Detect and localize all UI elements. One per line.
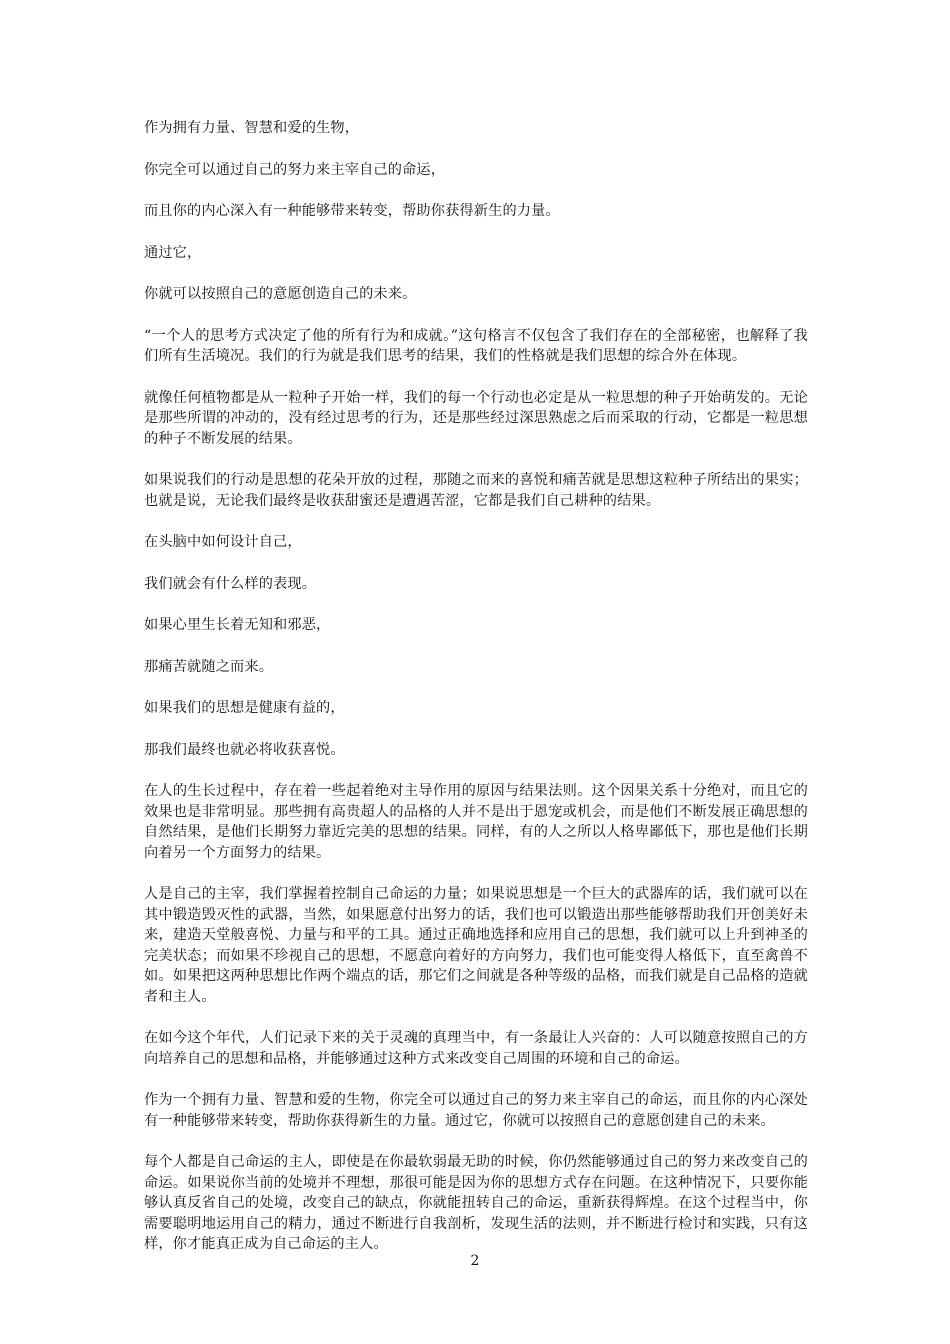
paragraph: 人是自己的主宰，我们掌握着控制自己命运的力量；如果说思想是一个巨大的武器库的话，我们就可以在其中锻造毁灭性的武器，当然，如果愿意付出努力的话，我们也可以锻造出那些能够帮助我们开创美好未来，建造天堂般喜悦、力量与和平的工具。通过正确地选择和应用自己的思想，我们就可以上升到神圣的完美状态；而如果不珍视自己的思想，不愿意向着好的方向努力，我们也可能变得人格低下，直至禽兽不如。如果把这两种思想比作两个端点的话，那它们之间就是各种等级的品格，而我们就是自己品格的造就者和主人。 [144, 886, 808, 1005]
paragraph: 就像任何植物都是从一粒种子开始一样，我们的每一个行动也必定是从一粒思想的种子开始萌发的。无论是那些所谓的冲动的，没有经过思考的行为，还是那些经过深思熟虑之后而采取的行动，它都是一粒思想的种子不断发展的结果。 [144, 389, 808, 447]
paragraph: 你就可以按照自己的意愿创造自己的未来。 [144, 286, 417, 302]
document-body [144, 118, 808, 1276]
paragraph: 那痛苦就随之而来。 [144, 658, 274, 675]
paragraph: 作为一个拥有力量、智慧和爱的生物，你完全可以通过自己的努力来主宰自己的命运，而且你的内心深处有一种能够带来转变，帮助你获得新生的力量。通过它，你就可以按照自己的意愿创建自己的未来。 [144, 1092, 808, 1129]
paragraph: 每个人都是自己命运的主人，即使是在你最软弱最无助的时候，你仍然能够通过自己的努力来改变自己的命运。如果说你当前的处境并不理想，那很可能是因为你的思想方式存在问题。在这种情况下，只要你能够认真反省自己的处境，改变自己的缺点，你就能扭转自己的命运，重新获得辉煌。在这个过程当中，你需要聪明地运用自己的精力，通过不断进行自我剖析，发现生活的法则，并不断进行检讨和实践，只有这样，你才能真正成为自己命运的主人。 [144, 1154, 808, 1252]
paragraph: 在如今这个年代，人们记录下来的关于灵魂的真理当中，有一条最让人兴奋的：人可以随意按照自己的方向培养自己的思想和品格，并能够通过这种方式来改变自己周围的环境和自己的命运。 [144, 1030, 808, 1067]
paragraph: 在人的生长过程中，存在着一些起着绝对主导作用的原因与结果法则。这个因果关系十分绝对，而且它的效果也是非常明显。那些拥有高贵超人的品格的人并不是出于恩宠或机会，而是他们不断发展正确思想的自然结果，是他们长期努力靠近完美的思想的结果。同样，有的人之所以人格卑鄙低下，那也是他们长期向着另一个方面努力的结果。 [144, 783, 808, 861]
paragraph: “一个人的思考方式决定了他的所有行为和成就。”这句格言不仅包含了我们存在的全部秘密，也解释了我们所有生活境况。我们的行为就是我们思考的结果，我们的性格就是我们思想的综合外在体现。 [144, 327, 808, 364]
paragraph: 在头脑中如何设计自己， [144, 534, 302, 550]
paragraph: 如果说我们的行动是思想的花朵开放的过程，那随之而来的喜悦和痛苦就是思想这粒种子所结出的果实；也就是说，无论我们最终是收获甜蜜还是遭遇苦涩，它都是我们自己耕种的结果。 [144, 472, 808, 509]
paragraph: 你完全可以通过自己的努力来主宰自己的命运， [144, 161, 446, 178]
paragraph: 通过它， [144, 244, 202, 261]
page-number: 2 [470, 1253, 480, 1269]
paragraph: 如果心里生长着无知和邪恶， [144, 617, 331, 633]
paragraph: 而且你的内心深入有一种能够带来转变，帮助你获得新生的力量。 [144, 203, 560, 219]
paragraph: 我们就会有什么样的表现。 [144, 575, 317, 592]
paragraph: 作为拥有力量、智慧和爱的生物， [144, 120, 360, 136]
paragraph: 那我们最终也就必将收获喜悦。 [144, 741, 345, 758]
paragraph: 如果我们的思想是健康有益的， [144, 700, 345, 716]
